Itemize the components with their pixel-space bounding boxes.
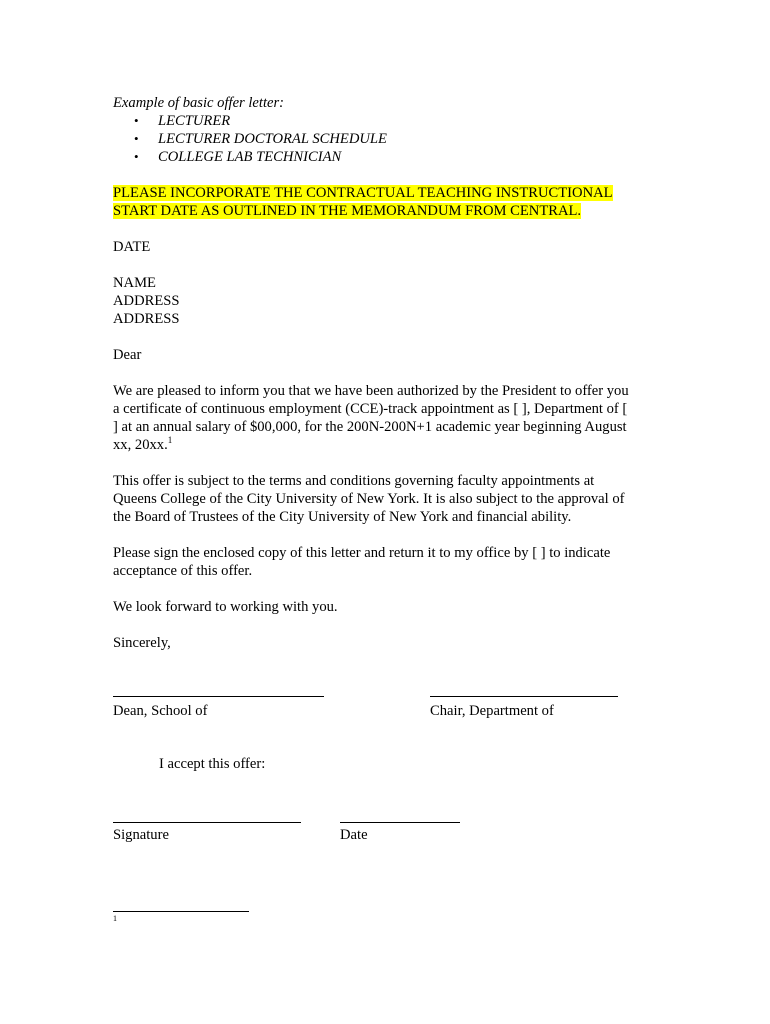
list-item: • LECTURER DOCTORAL SCHEDULE (134, 131, 387, 147)
closing: Sincerely, (113, 635, 171, 651)
chair-signature-line (430, 696, 618, 697)
footnote-separator (113, 911, 249, 912)
date-label: Date (340, 827, 368, 843)
letter-body (113, 94, 653, 652)
recipient-address: ADDRESS (113, 311, 180, 327)
bullet-icon: • (134, 149, 139, 164)
signature-label: Signature (113, 827, 169, 843)
footnote-number: 1 (113, 914, 117, 923)
list-item: • COLLEGE LAB TECHNICIAN (134, 149, 342, 165)
bullet-icon: • (134, 113, 139, 128)
recipient-address: ADDRESS (113, 293, 180, 309)
date-placeholder: DATE (113, 239, 151, 255)
highlight-line: PLEASE INCORPORATE THE CONTRACTUAL TEACHING INSTRUCTIONAL (113, 185, 613, 201)
paragraph-offer: We are pleased to inform you that we have been authorized by the President to offer you a certificate of continuous employment (CCE)-track appointment as [ ], Department of [ ] at an annual salary of $00,000, for the 200N-200N+1 academic year beginning August xx, 20xx.$^1$ (113, 383, 629, 453)
chair-label: Chair, Department of (430, 703, 554, 719)
highlighted-instruction (113, 184, 653, 220)
recipient-block (113, 274, 653, 328)
paragraph-conditions: This offer is subject to the terms and conditions governing faculty appointments at Queens College of the City University of New York. It is also subject to the approval of the Board of Trustees of the City University of New York and financial ability. (113, 473, 625, 525)
paragraph-instructions: Please sign the enclosed copy of this letter and return it to my office by [ ] to indicate acceptance of this offer. (113, 545, 611, 579)
acceptance-signature-line (113, 822, 301, 823)
bullet-icon: • (134, 131, 139, 146)
list-item: • LECTURER (134, 113, 231, 129)
position-list (113, 112, 653, 166)
footnote-reference[interactable]: 1 (167, 435, 173, 445)
dean-label: Dean, School of (113, 703, 208, 719)
salutation: Dear (113, 347, 142, 363)
acceptance-date-line (340, 822, 460, 823)
intro-line: Example of basic offer letter: (113, 95, 285, 111)
accept-statement: I accept this offer: (159, 756, 266, 772)
highlight-line: START DATE AS OUTLINED IN THE MEMORANDUM FROM CENTRAL. (113, 203, 582, 219)
paragraph-closing-remark: We look forward to working with you. (113, 599, 338, 615)
recipient-name: NAME (113, 275, 156, 291)
dean-signature-line (113, 696, 324, 697)
